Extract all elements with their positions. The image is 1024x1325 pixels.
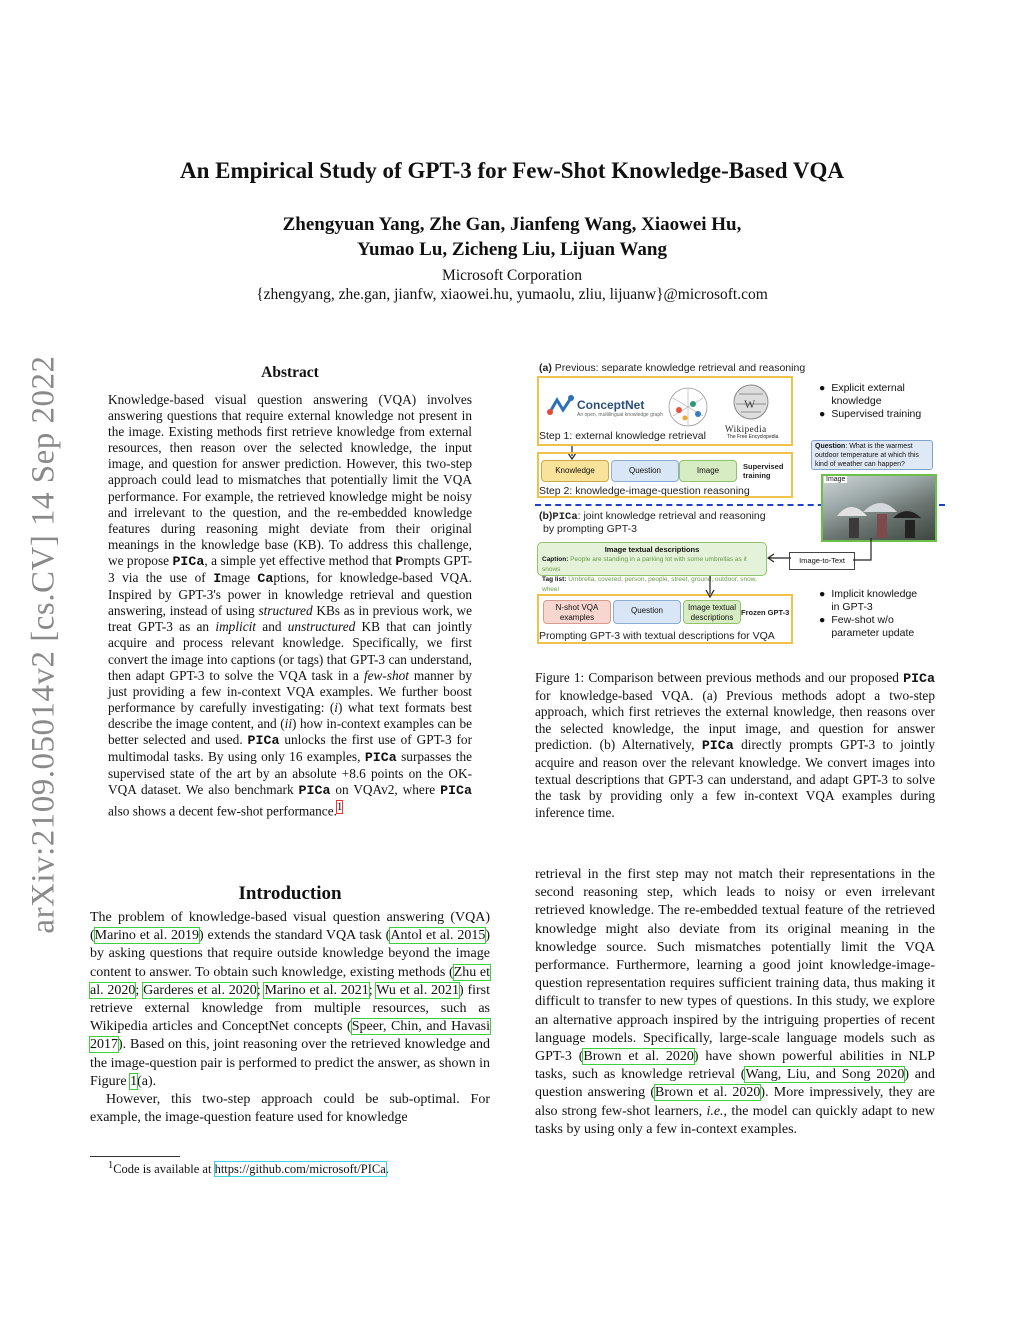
citation-link[interactable]: Marino et al. 2021 <box>264 982 369 998</box>
affiliation: Microsoft Corporation <box>442 267 582 284</box>
intro-body <box>90 909 490 1127</box>
connector-line-icon <box>853 538 873 562</box>
footnote: $^1$Code is available at https://github.com/microsoft/PICa. <box>108 1160 389 1177</box>
abstract-heading: Abstract <box>261 364 319 381</box>
footnote-link[interactable]: 1 <box>336 801 343 814</box>
knowledge-graph-icon <box>665 384 711 430</box>
snow-photo <box>821 474 937 542</box>
image-descriptions-title: Image textual descriptions <box>604 545 700 554</box>
left-arrow-icon <box>767 552 791 564</box>
citation-link[interactable]: Zhu et al. 2020 <box>90 964 491 998</box>
conceptnet-label: ConceptNet <box>577 398 645 412</box>
bullet-item: ● Few-shot w/o parameter update <box>819 614 915 639</box>
wikipedia-subtitle: The Free Encyclopedia <box>727 434 779 440</box>
umbrella-icon <box>823 476 935 540</box>
bullet-item: ● Supervised training <box>819 408 922 420</box>
authors-line-1: Zhengyuan Yang, Zhe Gan, Jianfeng Wang, Xiaowei Hu, <box>282 214 742 235</box>
figure-a-title: (a) Previous: separate knowledge retrieval and reasoning <box>539 362 806 374</box>
right-column-body <box>535 866 935 1139</box>
knowledge-pill: Knowledge <box>541 460 609 482</box>
abstract-paragraph: Knowledge-based visual question answering (VQA) involves answering questions that require external knowledge not present in the image. Existing methods first retrieve knowledge from external resources, then reason over the selected knowledge, the input image, and question for answer prediction. However, this two-step approach could lead to mismatches that potentially limit the VQA performance. For example, the retrieved knowledge might be noisy and irrelevant to the question, and the re-embedded knowledge features during reasoning might deviate from their original meanings in the knowledge base (KB). To address this challenge, we propose PICa, a simple yet effective method that Prompts GPT-3 via the use of Image Captions, for knowledge-based VQA. Inspired by GPT-3's power in knowledge retrieval and question answering, instead of using structured KBs as in previous work, we treat GPT-3 as an implicit and unstructured KB that can jointly acquire and process relevant knowledge. Specifically, we first convert the image into captions (or tags) that GPT-3 can understand, then adapt GPT-3 to solve the VQA task in a few-shot manner by just providing a few in-context VQA examples. We further boost performance by carefully investigating: (i) what text formats best describe the image content, and (ii) how in-context examples can be better selected and used. PICa unlocks the first use of GPT-3 for multimodal tasks. By using only 16 examples, PICa surpasses the supervised state of the art by an absolute +8.6 points on the OK-VQA dataset. We also benchmark PICa on VQAv2, where PICa also shows a decent few-shot performance.$^1$ <box>108 392 473 819</box>
prompting-label: Prompting GPT-3 with textual descriptions for VQA <box>539 630 775 642</box>
authors-line-2: Yumao Lu, Zicheng Liu, Lijuan Wang <box>357 239 667 260</box>
conceptnet-logo-icon <box>547 392 577 418</box>
figure-caption <box>535 670 935 821</box>
intro-heading: Introduction <box>238 883 342 904</box>
affiliation-block <box>0 266 1024 304</box>
code-url-link[interactable]: https://github.com/microsoft/PICa <box>214 1162 386 1177</box>
step1-label: Step 1: external knowledge retrieval <box>539 430 706 442</box>
image-pill: Image <box>679 460 737 482</box>
image-descriptions-box <box>537 542 767 593</box>
citation-link[interactable]: Brown et al. 2020 <box>583 1049 694 1065</box>
bullets-b <box>819 588 927 640</box>
bullet-item: ● Implicit knowledge in GPT-3 <box>819 588 918 613</box>
image-tag: Image <box>826 476 846 483</box>
arxiv-stamp: arXiv:2109.05014v2 [cs.CV] 14 Sep 2022 <box>25 355 62 934</box>
frozen-gpt3-label: Frozen GPT-3 <box>741 608 790 617</box>
question-box: Question: What is the warmest outdoor temperature at which this kind of weather can happen? <box>811 440 933 470</box>
paper-title: An Empirical Study of GPT-3 for Few-Shot Knowledge-Based VQA <box>179 158 845 183</box>
abstract-body <box>108 392 472 820</box>
citation-link[interactable]: Speer, Chin, and Havasi 2017 <box>90 1019 490 1053</box>
supervised-training-label: Supervised training <box>743 462 784 480</box>
caption-line: Caption: People are standing in a parking lot with some umbrellas as it snows <box>542 556 747 573</box>
conceptnet-subtitle: An open, multilingual knowledge graph <box>577 412 663 418</box>
citation-link[interactable]: Garderes et al. 2020 <box>143 982 257 998</box>
figure-b-title-line2: by prompting GPT-3 <box>543 523 637 535</box>
tag-line: Tag list: Umbrella, covered, person, people, street, ground, outdoor, snow, wheel <box>542 576 757 593</box>
citation-link[interactable]: Wang, Liu, and Song 2020 <box>745 1067 905 1083</box>
question-pill-b: Question <box>613 600 681 624</box>
author-list <box>0 212 1024 262</box>
image-desc-pill: Image textual descriptions <box>683 600 741 624</box>
image-to-text-box: Image-to-Text <box>789 552 855 570</box>
nshot-pill: N-shot VQA examples <box>543 600 611 624</box>
footnote-rule <box>90 1156 180 1157</box>
svg-text:W: W <box>744 397 756 411</box>
wikipedia-globe-icon <box>731 382 771 422</box>
intro-paragraph-1: The problem of knowledge-based visual question answering (VQA) (Marino et al. 2019) extends the standard VQA task (Antol et al. 2015) by asking questions that require outside knowledge beyond the image content to answer. To obtain such knowledge, existing methods (Zhu et al. 2020; Garderes et al. 2020; Marino et al. 2021; Wu et al. 2021) first retrieve external knowledge from multiple resources, such as Wikipedia articles and ConceptNet concepts (Speer, Chin, and Havasi 2017). Based on this, joint reasoning over the retrieved knowledge and the image-question pair is performed to predict the answer, as shown in Figure 1(a). <box>90 910 491 1089</box>
figure-1 <box>535 360 945 660</box>
figure-b-title: (b)PICa: joint knowledge retrieval and reasoning <box>539 510 766 523</box>
step2-label: Step 2: knowledge-image-question reasoning <box>539 485 750 497</box>
emails: {zhengyang, zhe.gan, jianfw, xiaowei.hu, yumaolu, zliu, lijuanw}@microsoft.com <box>256 286 768 303</box>
figure-link[interactable]: 1 <box>130 1073 138 1089</box>
citation-link[interactable]: Antol et al. 2015 <box>390 928 486 944</box>
bullet-item: ● Explicit external knowledge <box>819 382 905 407</box>
citation-link[interactable]: Wu et al. 2021 <box>376 982 459 998</box>
wikipedia-label: Wikipedia <box>725 424 767 434</box>
citation-link[interactable]: Brown et al. 2020 <box>655 1085 761 1101</box>
intro-paragraph-2: However, this two-step approach could be sub-optimal. For example, the image-question feature used for knowledge <box>90 1092 490 1126</box>
down-arrow-icon <box>705 576 715 598</box>
caption-paragraph: Figure 1: Comparison between previous methods and our proposed PICa for knowledge-based VQA. (a) Previous methods adopt a two-step approach, which first retrieves the external knowledge, then reasons over the selected knowledge, the input image, and question for answer prediction. (b) Alternatively, PICa directly prompts GPT-3 to jointly acquire and reason over the relevant knowledge. We convert images into textual descriptions that GPT-3 can understand, and adapt GPT-3 to solve the task by providing only a few in-context VQA examples during inference time. <box>535 670 936 820</box>
right-paragraph: retrieval in the first step may not match their representations in the second reasoning step, which leads to noisy or even irrelevant retrieved knowledge. The re-embedded textual feature of the retrieved knowledge might also deviate from its original meaning in the knowledge source. Such mismatches potentially limit the VQA performance. Furthermore, learning a good joint knowledge-image-question representation requires sufficient training data, thus making it difficult to transfer to new types of questions. In this study, we explore an alternative approach inspired by the intriguing properties of recent language models. Specifically, large-scale language models such as GPT-3 (Brown et al. 2020) have shown powerful abilities in NLP tasks, such as knowledge retrieval (Wang, Liu, and Song 2020) and question answering (Brown et al. 2020). More impressively, they are also strong few-shot learners, i.e., the model can quickly adapt to new tasks by using only a few in-context examples. <box>535 867 935 1137</box>
question-pill: Question <box>611 460 679 482</box>
citation-link[interactable]: Marino et al. 2019 <box>94 928 200 944</box>
bullets-a <box>819 382 931 421</box>
